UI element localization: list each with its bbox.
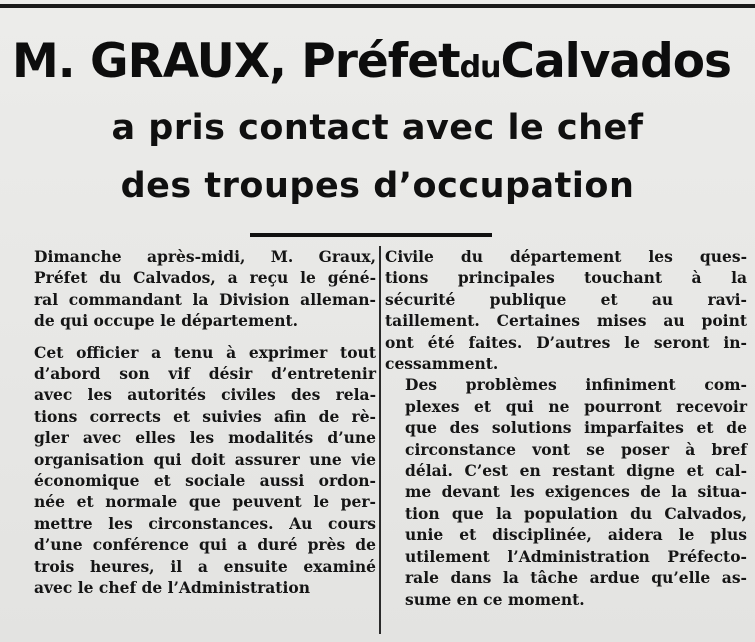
text-line: d’une conférence qui a duré près de (34, 535, 376, 555)
text-line: avec les autorités civiles des rela- (34, 385, 376, 405)
text-line: d’abord son vif désir d’entretenir (34, 364, 376, 384)
subhead-line-1: a pris contact avec le chef (111, 108, 644, 148)
headline-end: Calvados (500, 34, 732, 89)
text-line: tion que la population du Calvados, (405, 503, 747, 523)
text-line: utilement l’Administration Préfecto- (405, 546, 747, 566)
text-line: organisation qui doit assurer une vie (34, 449, 376, 469)
text-line: sécurité publique et au ravi- (385, 289, 747, 309)
text-line: de qui occupe le département. (34, 311, 299, 331)
left-paragraph-1 (14, 246, 376, 332)
text-line: unie et disciplinée, aidera le plus (405, 525, 747, 545)
text-line: ral commandant la Division alleman- (34, 289, 376, 309)
text-line: avec le chef de l’Administration (34, 578, 310, 598)
text-line: Préfet du Calvados, a reçu le géné- (34, 268, 376, 288)
text-line: circonstance vont se poser à bref (405, 439, 747, 459)
section-divider (250, 233, 492, 237)
headline (12, 34, 752, 96)
text-line: rale dans la tâche ardue qu’elle as- (405, 568, 747, 588)
text-line: ont été faites. D’autres le seront in- (385, 332, 747, 352)
text-line: tions corrects et suivies afin de rè- (34, 406, 376, 426)
left-paragraph-2 (14, 342, 376, 599)
text-line: Civile du département les ques- (385, 247, 747, 266)
column-separator (379, 246, 381, 634)
text-line: Des problèmes infiniment com- (405, 375, 747, 395)
top-rule (0, 4, 755, 8)
right-column (385, 246, 747, 610)
text-line: trois heures, il a ensuite examiné (34, 556, 376, 576)
text-line: que des solutions imparfaites et de (405, 418, 747, 438)
headline-du: du (459, 50, 501, 85)
text-line: taillement. Certaines mises au point (385, 311, 747, 331)
text-line: économique et sociale aussi ordon- (34, 471, 376, 491)
right-paragraph-1 (385, 246, 747, 374)
text-line: me devant les exigences de la situa- (405, 482, 747, 502)
text-line: Dimanche après-midi, M. Graux, (34, 247, 376, 266)
subhead-line-2: des troupes d’occupation (120, 166, 635, 206)
right-paragraph-2 (385, 374, 747, 609)
text-line: délai. C’est en restant digne et cal- (405, 461, 747, 481)
text-line: née et normale que peuvent le per- (34, 492, 376, 512)
left-column (14, 246, 376, 599)
text-line: cessamment. (385, 354, 499, 374)
headline-main: M. GRAUX, Préfet (12, 34, 460, 89)
text-line: mettre les circonstances. Au cours (34, 513, 376, 533)
text-line: Cet officier a tenu à exprimer tout (34, 342, 376, 362)
text-line: sume en ce moment. (405, 589, 585, 609)
text-line: gler avec elles les modalités d’une (34, 428, 376, 448)
text-line: plexes et qui ne pourront recevoir (405, 396, 747, 416)
text-line: tions principales touchant à la (385, 268, 747, 288)
